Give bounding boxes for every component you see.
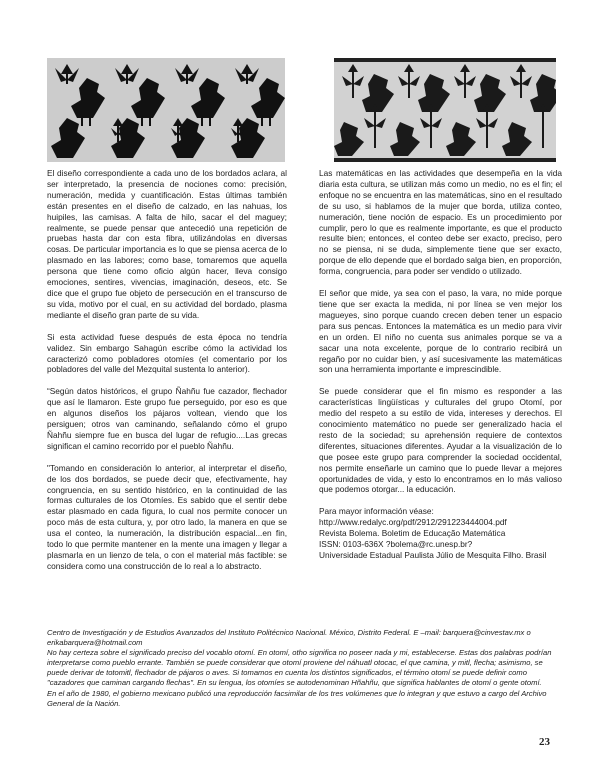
references-block [319,506,562,561]
footnote-facsimile: En el año de 1980, el gobierno mexicano publicó una reproducción facsimilar de los tres volúmenes que lo integran y que estuvo a cargo del Archivo General de la Nación. [47,688,547,708]
paragraph: “Según datos históricos, el grupo Ñahñu fue cazador, flechador que así le llamaron. Este grupo fue perseguido, por eso es que en algunos diseños los pájaros voltean, viendo que los persiguen; otros van caminando, señalando cómo el grupo Ñahñu siempre fue en busca del lugar de refugio....Las grecas significan el camino recorrido por el pueblo Ñahñu. [47,386,287,451]
reference-link[interactable]: http://www.redalyc.org/pdf/2912/291223444004.pdf [319,517,507,528]
reference-university: Universidade Estadual Paulista Júlio de Mesquita Filho. Brasil [319,550,547,560]
reference-journal: Revista Bolema. Boletim de Educação Matemática [319,528,506,539]
references-intro: Para mayor información véase: [319,506,434,517]
paragraph: Si esta actividad fuese después de esta época no tendría validez. Sin embargo Sahagún escribe cómo la actividad los caracterizó como pobladores otomíes (el comentario por los pobladores del valle del Mezquital sustenta lo anterior). [47,331,287,375]
paragraph: Se puede considerar que el fin mismo es responder a las características lingüísticas y culturales del grupo Otomí, por medio del respeto a su estilo de vida, intereses y derechos. El conocimiento matemático no puede ser generalizado hacia el resto de la sociedad; su aprehensión requiere de contextos diferentes, situaciones diferentes. Ayudar a la visualización de lo que posee este grupo para comprender la sociedad occidental, nos permite enseñarle un camino que lo puede llevar a mejores oportunidades de vida, y esto lo encontramos en lo más valioso que podemos otorgar... la educación. [319,386,562,495]
paragraph: El señor que mide, ya sea con el paso, la vara, no mide porque tiene que ser exacta la medida, ni por línea se ven mejor los magueyes, sino porque cuando crecen deben tener un espacio para sus pencas. Entonces la matemática es un medio para vivir en un orden. El niño no cuenta sus animales porque se va a sacar una nota excelente, porque de lo contrario recibirá un regaño por no cuidar bien, y así sucesivamente las matemáticas son una herramienta importante e imprescindible. [319,288,562,375]
paragraph: Las matemáticas en las actividades que desempeña en la vida diaria esta cultura, se utilizan más como un medio, no es el fin; el enfoque no se encuentra en las matemáticas, sino en el resultado de su uso, si hablamos de la mujer que borda, utiliza conteo, numeración, tiene noción de espacio. Es un procedimiento por cumplir, pero lo que es realmente importante, es que el producto resulte bien; entonces, el conteo debe ser exacto, preciso, pero no se piensa, ni se duda, simplemente tiene que ser exacto, porque de ello depende que el bordado salga bien, en proporción, forma, congruencia, para poder ser vendido o utilizado. [319,168,562,277]
paragraph: El diseño correspondiente a cada uno de los bordados aclara, al ser interpretado, la presencia de nociones como: precisión, numeración, medida y cuantificación. Estas últimas también están presentes en el diseño de calzado, en las nahuas, los huipiles, las camisas. A falta de hilo, sacar el del maguey; realmente, se puede pensar que antecedió una repetición de pruebas hasta dar con esta fibra, utilizándolas en diversas cosas. De particular importancia es lo que se piensa acerca de lo plasmado en las labores; como base, tomaremos que aquella persona que tiene como oficio algún hacer, lleva consigo emociones, sentires, vivencias, imaginación, deseos, etc. Se dice que el grupo fue objeto de persecución en el transcurso de su vida, motivo por el cual, en su actividad del bordado, plasma mediante el diseño gran parte de su vida. [47,168,287,320]
text-column-left [47,168,287,583]
page-number: 23 [539,736,550,748]
embroidery-birds-pattern-icon [47,58,285,162]
footnotes [47,628,563,709]
footnote-otomi: No hay certeza sobre el significado preciso del vocablo otomí. En otomí, otho significa no poseer nada y mi, establecerse. Estas dos palabras podrían interpretarse como pueblo errante. También se puede considerar que otomí proviene del náhuatl otocac, el que camina, y mitl, flecha; asimismo, se puede derivar de totomitl, flechador de pájaros o aves. Si tomamos en cuenta los distintos significados, el término otomí se puede definir como "cazadores que caminan cargando flechas". En su lengua, los otomíes se autodenominan Hñahñu, que significa hablantes de otomí o gente otomí. [47,648,552,688]
paragraph: "Tomando en consideración lo anterior, al interpretar el diseño, de los dos bordados, se puede decir que, efectivamente, hay congruencia, en su sentido histórico, en la continuidad de las formas culturales de los Otomíes. Es sabido que el sentir debe estar plasmado en cada figura, lo cual nos permite conocer un poco más de esta cultura, y, por otro lado, la manera en que se usa el conteo, la numeración, la distribución espacial...en fin, todo lo que permite mantener en la mente una imagen y llegar a plasmarla en un lienzo de tela, o con el material más factible: se considera como una construcción de lo real a lo abstracto. [47,462,287,571]
embroidery-figure-right [334,58,556,162]
embroidery-figure-left [47,58,285,162]
reference-issn: ISSN: 0103-636X ?bolema@rc.unesp.br? [319,539,473,550]
footnote-affiliation: Centro de Investigación y de Estudios Avanzados del Instituto Politécnico Nacional. México, Distrito Federal. E –mail: barquera@cinvestav.mx o erikabarquera@hotmail.com [47,628,531,648]
embroidery-birds-flowers-pattern-icon [334,58,556,162]
text-column-right [319,168,562,561]
